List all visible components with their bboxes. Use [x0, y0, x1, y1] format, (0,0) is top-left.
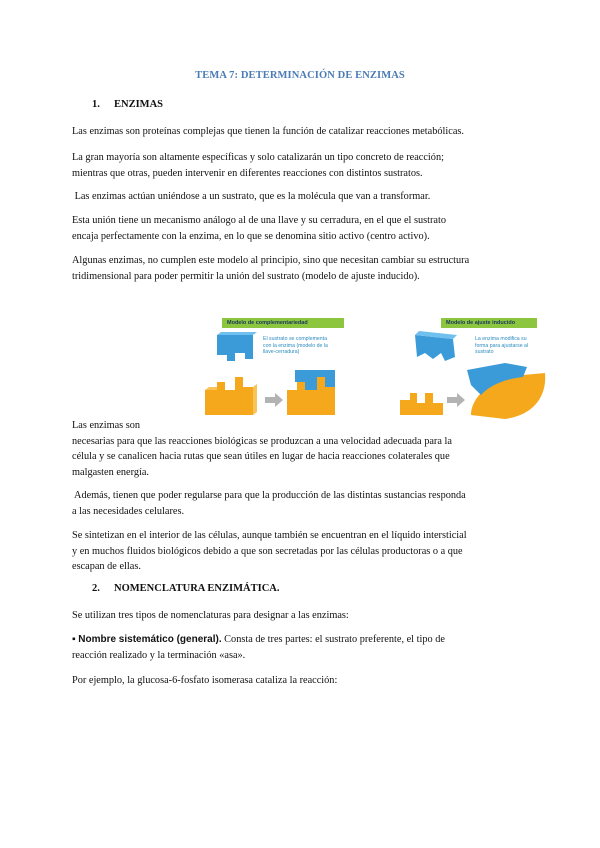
- enzyme-models-figure: [205, 315, 550, 420]
- paragraph-regulation: [72, 488, 532, 519]
- paragraph-specificity: [72, 150, 532, 181]
- text-line: Esta unión tiene un mecanismo análogo al de una llave y su cerradura, en el que el sustrato: [72, 215, 446, 226]
- text-line: Además, tienen que poder regularse para que la producción de las distintas sustancias responda: [72, 490, 466, 501]
- text-line: tridimensional para poder permitir la unión del sustrato (modelo de ajuste inducido).: [72, 270, 420, 282]
- section-heading-enzimas: [92, 99, 163, 110]
- section-heading-nomenclatura: [92, 583, 279, 594]
- bullet-icon: ▪: [72, 634, 76, 645]
- text-line: necesarias para que las reacciones biológicas se produzcan a una velocidad adecuada para la: [72, 435, 452, 447]
- text-line: escapan de ellas.: [72, 561, 141, 572]
- paragraph-synthesis: [72, 528, 532, 575]
- list-item-systematic-name: [72, 632, 532, 663]
- text-line: Por ejemplo, la glucosa-6-fosfato isomerasa cataliza la reacción:: [72, 675, 338, 686]
- text-line: mientras que otras, pueden intervenir en diferentes reacciones con distintos sustratos.: [72, 167, 423, 179]
- text-line: [72, 632, 532, 648]
- text-line: La gran mayoría son altamente específicas y solo catalizarán un tipo concreto de reacción;: [72, 152, 444, 163]
- section-number: 2.: [92, 583, 100, 594]
- paragraph-nomenclature-intro: [72, 608, 532, 624]
- text-line: Se sintetizan en el interior de las células, aunque también se encuentran en el líquido intersticial: [72, 530, 467, 541]
- enzyme-shape-left: [205, 377, 253, 415]
- section-title: ENZIMAS: [114, 99, 164, 110]
- text-line: reacción realizado y la terminación «asa».: [72, 649, 246, 661]
- figure-note-complementarity: El sustrato se complementa con la enzima (modelo de la llave-cerradura): [263, 336, 328, 355]
- paragraph-necessity: [72, 418, 532, 480]
- text-line: célula y se canalicen hacia rutas que sean útiles en lugar de hacia reacciones colaterales que: [72, 451, 450, 462]
- text-line: Se utilizan tres tipos de nomenclaturas para designar a las enzimas:: [72, 610, 349, 621]
- paragraph-definition: [72, 124, 532, 140]
- paragraph-induced-fit: [72, 253, 532, 284]
- text-line: Algunas enzimas, no cumplen este modelo al principio, sino que necesitan cambiar su estructura: [72, 255, 470, 266]
- section-title: NOMENCLATURA ENZIMÁTICA.: [114, 583, 280, 594]
- figure-label-complementarity: Modelo de complementariedad: [222, 318, 344, 328]
- text-line: Las enzimas son: [72, 420, 141, 431]
- substrate-shape-left: [217, 335, 253, 361]
- text-line: malgasten energía.: [72, 466, 150, 478]
- document-title: TEMA 7: DETERMINACIÓN DE ENZIMAS: [195, 70, 405, 81]
- enzyme-shape-right: [400, 393, 443, 415]
- text-line: Las enzimas son proteínas complejas que tienen la función de catalizar reacciones metabólicas.: [72, 126, 464, 137]
- arrow-icon: [265, 393, 283, 407]
- figure-label-induced-fit: Modelo de ajuste inducido: [441, 318, 537, 328]
- text-line: encaja perfectamente con la enzima, en lo que se denomina sitio activo (centro activo).: [72, 230, 430, 242]
- paragraph-example: [72, 673, 532, 689]
- figure-note-induced-fit: La enzima modifica su forma para ajustarse al sustrato: [475, 336, 529, 355]
- substrate-shape-right: [415, 335, 455, 361]
- item-label: Nombre sistemático (general).: [78, 634, 222, 645]
- paragraph-lock-key: [72, 213, 532, 244]
- section-number: 1.: [92, 99, 100, 110]
- item-text: Consta de tres partes: el sustrato preferente, el tipo de: [221, 634, 445, 645]
- text-line: a las necesidades celulares.: [72, 505, 185, 517]
- enzyme-illustration: [205, 315, 550, 420]
- text-line: Las enzimas actúan uniéndose a un sustrato, que es la molécula que van a transformar.: [72, 191, 431, 202]
- paragraph-substrate: [72, 189, 532, 205]
- arrow-icon: [447, 393, 465, 407]
- text-line: y en muchos fluidos biológicos debido a que son secretadas por las células productoras o a que: [72, 545, 463, 557]
